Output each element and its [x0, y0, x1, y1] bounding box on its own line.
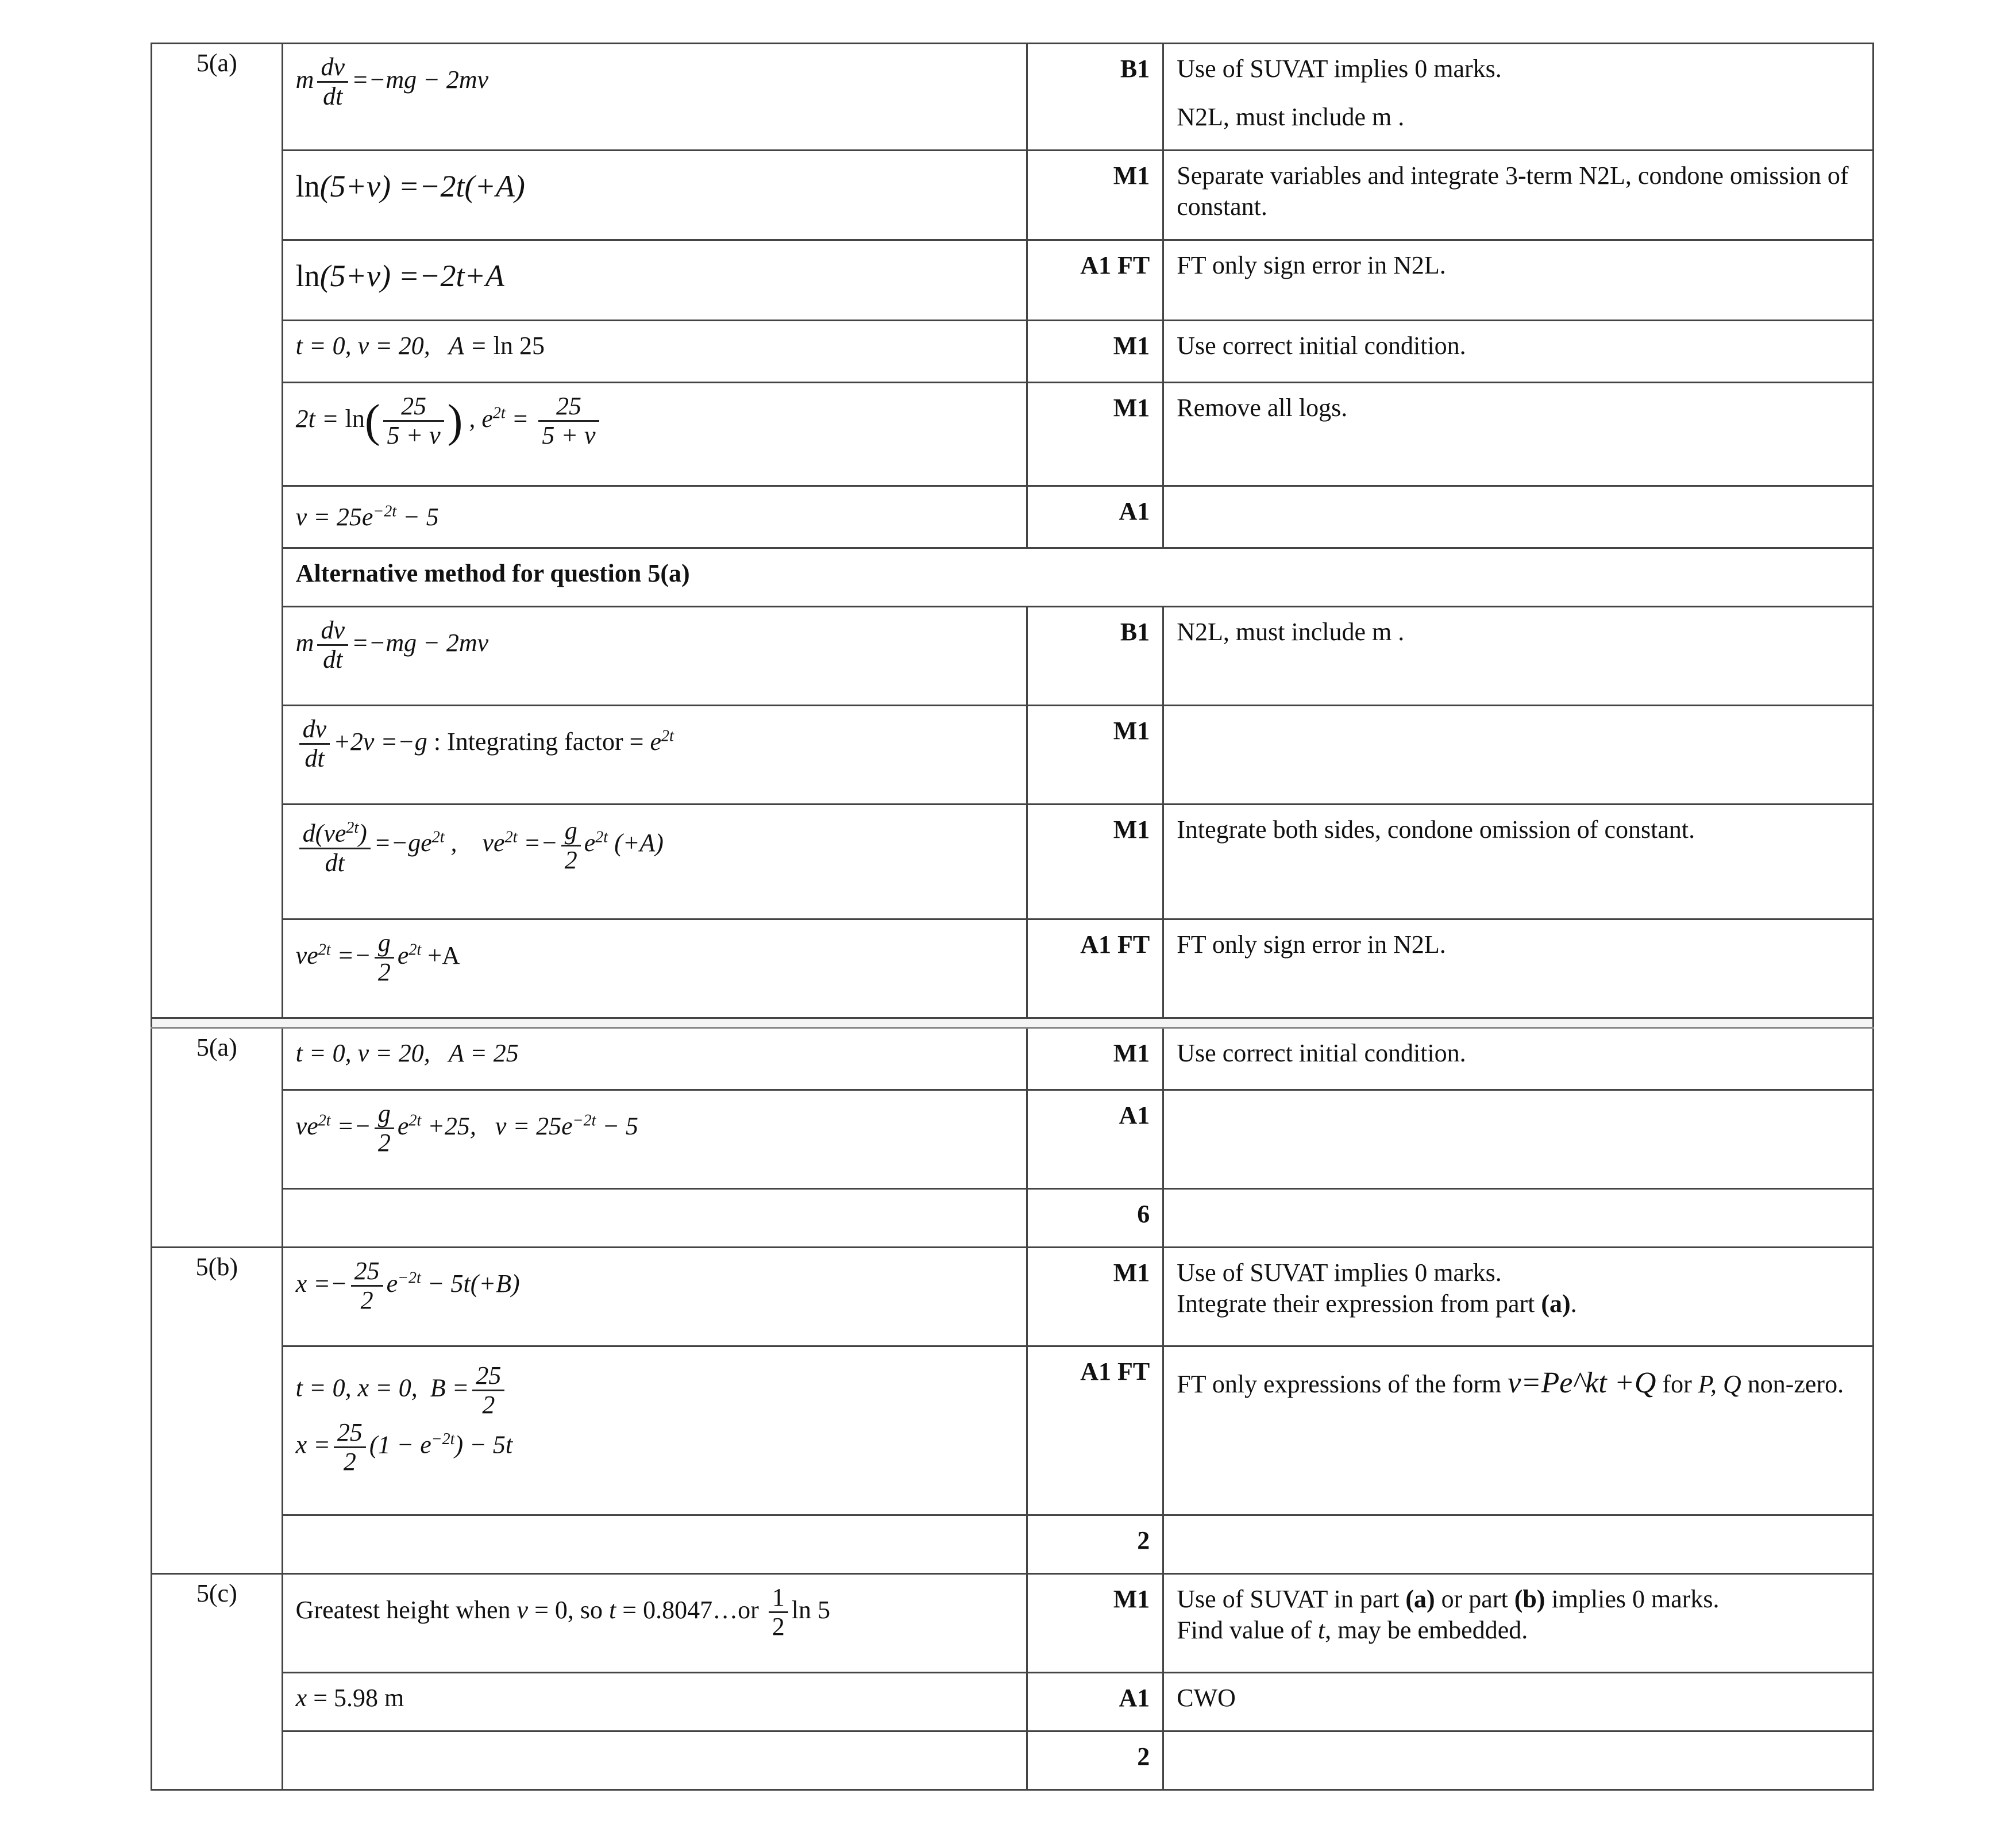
mark-cell: A1 FT	[1027, 240, 1163, 321]
mark-scheme-sheet	[151, 43, 1874, 1791]
guidance-cell	[1163, 44, 1874, 151]
question-number: 5(a)	[152, 1028, 283, 1248]
answer-cell-empty	[282, 1515, 1027, 1574]
mark-cell: A1	[1027, 486, 1163, 548]
answer-cell	[282, 1028, 1027, 1090]
mark-total: 6	[1027, 1189, 1163, 1248]
answer-math: ln(5+v) =−2t+A	[295, 259, 504, 293]
table-row	[152, 1574, 1874, 1673]
answer-math: m $\frac{dv}{dt}$ =−mg − 2mv	[295, 616, 489, 674]
guidance-cell: CWO	[1163, 1673, 1874, 1731]
answer-cell	[282, 486, 1027, 548]
answer-cell	[282, 44, 1027, 151]
answer-math: $v = 25e^{-2t} - 5$	[295, 502, 439, 531]
question-number-continued	[152, 919, 283, 1018]
guidance-line: FT only expressions of the form v=Pe^kt +Q for P, Q non-zero.	[1177, 1367, 1844, 1399]
answer-cell-empty	[282, 1731, 1027, 1790]
table-row	[152, 321, 1874, 383]
answer-math: m $\frac{dv}{dt}$ =−mg − 2mv	[295, 53, 489, 110]
table-row	[152, 1090, 1874, 1189]
guidance-line: Use of SUVAT in part (a) or part (b) implies 0 marks.	[1177, 1585, 1720, 1613]
table-row	[152, 486, 1874, 548]
table-row	[152, 240, 1874, 321]
guidance-cell-empty	[1163, 1731, 1874, 1790]
question-number: 5(a)	[152, 44, 283, 919]
mark-cell: M1	[1027, 151, 1163, 240]
table-row	[152, 706, 1874, 805]
guidance-cell	[1163, 706, 1874, 805]
table-row	[152, 151, 1874, 240]
question-number: 5(c)	[152, 1574, 283, 1790]
guidance-cell: Use correct initial condition.	[1163, 1028, 1874, 1090]
answer-math: $ve^{2t}$ =− $\frac{g}{2}$ $e^{2t} +25$, $v = 25e^{-2t} - 5$	[295, 1099, 639, 1157]
answer-cell	[282, 706, 1027, 805]
mark-cell: M1	[1027, 383, 1163, 486]
guidance-line: N2L, must include m .	[1177, 103, 1405, 131]
mark-cell: M1	[1027, 1248, 1163, 1346]
answer-cell	[282, 383, 1027, 486]
answer-math: t = 0, v = 20, A = 25	[295, 1039, 519, 1067]
answer-cell	[282, 1090, 1027, 1189]
answer-math: t = 0, x = 0, B = $\frac{25}{2}$	[296, 1362, 1013, 1419]
guidance-cell: Remove all logs.	[1163, 383, 1874, 486]
mark-cell: M1	[1027, 1574, 1163, 1673]
mark-cell: A1 FT	[1027, 919, 1163, 1018]
answer-cell	[282, 1346, 1027, 1515]
mark-cell: M1	[1027, 805, 1163, 919]
table-row	[152, 1731, 1874, 1790]
mark-cell: A1	[1027, 1673, 1163, 1731]
mark-cell: M1	[1027, 321, 1163, 383]
answer-math: t = 0, v = 20, A = ln 25	[295, 332, 545, 360]
guidance-cell	[1163, 486, 1874, 548]
table-row	[152, 607, 1874, 706]
mark-cell: M1	[1027, 706, 1163, 805]
answer-cell	[282, 240, 1027, 321]
answer-cell	[282, 607, 1027, 706]
answer-cell	[282, 919, 1027, 1018]
guidance-line: Integrate their expression from part (a).	[1177, 1290, 1577, 1318]
guidance-cell-empty	[1163, 1189, 1874, 1248]
table-row	[152, 1346, 1874, 1515]
mark-cell: M1	[1027, 1028, 1163, 1090]
guidance-cell: Integrate both sides, condone omission of constant.	[1163, 805, 1874, 919]
answer-math: $ve^{2t}$ =− $\frac{g}{2}$ $e^{2t} +A$	[295, 929, 460, 986]
mark-cell: A1	[1027, 1090, 1163, 1189]
mark-total: 2	[1027, 1515, 1163, 1574]
table-row	[152, 1248, 1874, 1346]
table-row	[152, 1673, 1874, 1731]
answer-math: 2t = ln( $\frac{25}{5 + v}$ ) , $e^{2t}$ = $\frac{25}{5 + v}$	[296, 405, 603, 433]
guidance-cell	[1163, 1248, 1874, 1346]
guidance-cell: FT only sign error in N2L.	[1163, 919, 1874, 1018]
table-row	[152, 1189, 1874, 1248]
answer-cell: x = 5.98 m	[282, 1673, 1027, 1731]
table-row	[152, 1515, 1874, 1574]
answer-cell	[282, 1248, 1027, 1346]
table-row	[152, 919, 1874, 1018]
answer-text: Greatest height when v = 0, so t = 0.8047…or $\frac{1}{2}$ ln 5	[295, 1583, 830, 1641]
mark-cell: A1 FT	[1027, 1346, 1163, 1515]
guidance-cell-empty	[1163, 1515, 1874, 1574]
guidance-cell	[1163, 1090, 1874, 1189]
table-row	[152, 1028, 1874, 1090]
answer-cell	[282, 1574, 1027, 1673]
answer-math: x =− $\frac{25}{2}$ $e^{-2t} - 5t(+B)$	[295, 1257, 520, 1314]
answer-math: ln(5+v) =−2t(+A)	[295, 169, 525, 203]
table-row	[152, 44, 1874, 151]
guidance-cell: Use correct initial condition.	[1163, 321, 1874, 383]
mark-total: 2	[1027, 1731, 1163, 1790]
guidance-cell: N2L, must include m .	[1163, 607, 1874, 706]
answer-cell	[282, 805, 1027, 919]
answer-cell-empty	[282, 1189, 1027, 1248]
alternative-method-heading: Alternative method for question 5(a)	[282, 548, 1873, 607]
answer-cell	[282, 151, 1027, 240]
question-number: 5(b)	[152, 1248, 283, 1574]
answer-math: $\frac{d(ve^{2t})}{dt}$ $=-ge^{2t}$ , $ve^{2t}$ =− $\frac{g}{2}$ $e^{2t}$ (+A)	[296, 829, 664, 857]
table-row	[152, 805, 1874, 919]
answer-cell	[282, 321, 1027, 383]
guidance-cell	[1163, 1346, 1874, 1515]
guidance-cell: FT only sign error in N2L.	[1163, 240, 1874, 321]
answer-math: x = $\frac{25}{2}$ $(1 - e^{-2t}) - 5t$	[295, 1418, 513, 1476]
guidance-line: Use of SUVAT implies 0 marks.	[1177, 55, 1502, 83]
mark-scheme-table	[151, 43, 1874, 1791]
guidance-cell: Separate variables and integrate 3-term N2L, condone omission of constant.	[1163, 151, 1874, 240]
guidance-line: Use of SUVAT implies 0 marks.	[1177, 1259, 1502, 1287]
guidance-cell	[1163, 1574, 1874, 1673]
answer-math: $\frac{dv}{dt}$ +2v =−g : Integrating factor = $e^{2t}$	[296, 728, 674, 756]
guidance-line: Find value of t, may be embedded.	[1177, 1616, 1528, 1644]
mark-cell: B1	[1027, 44, 1163, 151]
page-break-separator	[152, 1018, 1874, 1028]
mark-cell: B1	[1027, 607, 1163, 706]
table-row	[152, 383, 1874, 486]
table-row	[152, 548, 1874, 607]
